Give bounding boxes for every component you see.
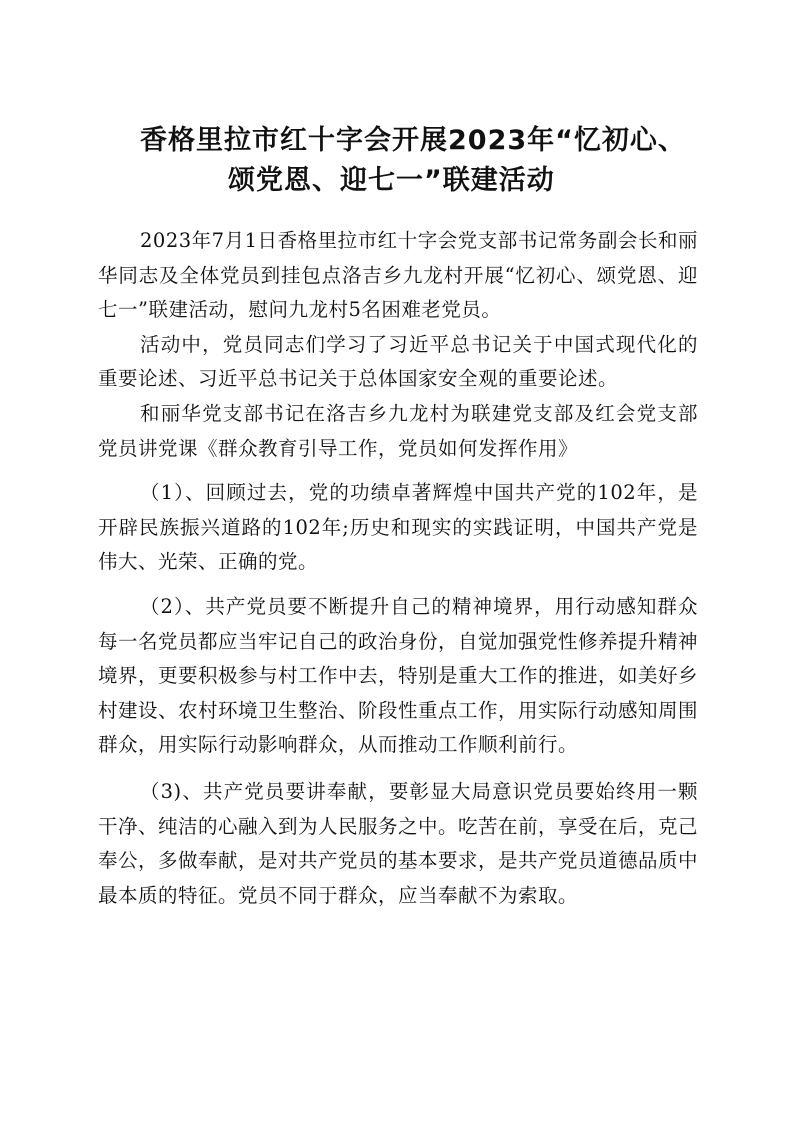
document-title-line-2: 颂党恩、迎七一”联建活动 [228, 165, 555, 196]
document-title-line-1: 香格里拉市红十字会开展2023年“忆初心、 [140, 125, 686, 156]
paragraph-point-2: （2）、共产党员要不断提升自己的精神境界，用行动感知群众每一名党员都应当牢记自己的政治身份，自觉加强党性修养提升精神境界，更要积极参与村工作中去，特别是重大工作的推进，如美好乡村建设、农村环境卫生整治、阶段性重点工作，用实际行动感知周围群众，用实际行动影响群众，从而推动工作顺利前行。 [98, 594, 699, 757]
paragraph-point-3: （3)、共产党员要讲奉献，要彰显大局意识党员要始终用一颗干净、纯洁的心融入到为人民服务之中。吃苦在前，享受在后，克己奉公，多做奉献，是对共产党员的基本要求，是共产党员道德品质中最本质的特征。党员不同于群众，应当奉献不为索取。 [98, 779, 699, 907]
paragraph-lecture: 和丽华党支部书记在洛吉乡九龙村为联建党支部及红会党支部党员讲党课《群众教育引导工作，党员如何发挥作用》 [98, 401, 698, 460]
paragraph-study: 活动中，党员同志们学习了习近平总书记关于中国式现代化的重要论述、习近平总书记关于总体国家安全观的重要论述。 [98, 332, 698, 391]
paragraph-intro: 2023年7月1日香格里拉市红十字会党支部书记常务副会长和丽华同志及全体党员到挂包点洛吉乡九龙村开展“忆初心、颂党恩、迎七一”联建活动，慰问九龙村5名困难老党员。 [98, 229, 698, 322]
paragraph-point-1: （1）、回顾过去，党的功绩卓著辉煌中国共产党的102年，是开辟民族振兴道路的102年;历史和现实的实践证明，中国共产党是伟大、光荣、正确的党。 [98, 481, 698, 574]
document-body [98, 224, 698, 913]
